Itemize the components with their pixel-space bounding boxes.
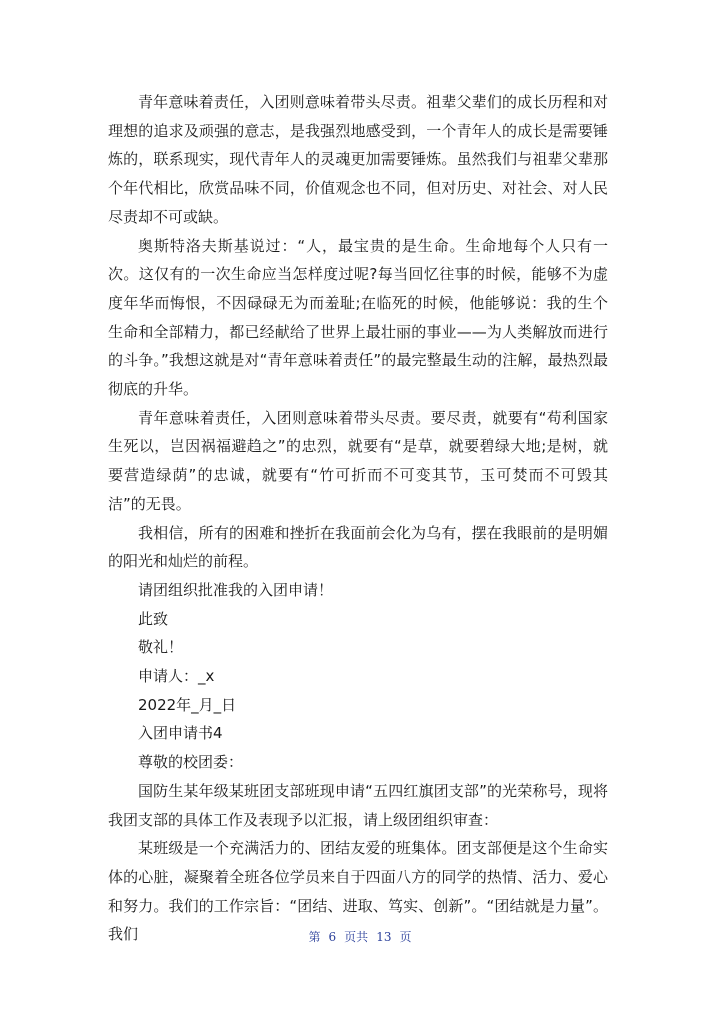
footer-label-before: 第 xyxy=(308,930,321,944)
paragraph: 2022年_月_日 xyxy=(138,695,237,714)
footer-label-after: 页 xyxy=(399,930,412,944)
paragraph: 尊敬的校团委： xyxy=(138,753,244,772)
paragraph: 申请人：_x xyxy=(138,667,215,686)
paragraph: 敬礼！ xyxy=(138,638,184,657)
page-footer xyxy=(0,928,720,945)
paragraph: 入团申请书4 xyxy=(138,724,223,743)
paragraph: 青年意味着责任，入团则意味着带头尽责。要尽责，就要有“苟利国家生死以，岂因祸福避趋之”的忠烈，就要有“是草，就要碧绿大地;是树，就要营造绿荫”的忠诚，就要有“竹可折而不可变其节，玉可焚而不可毁其洁”的无畏。 xyxy=(108,408,608,513)
paragraph: 此致 xyxy=(138,609,169,628)
paragraph: 青年意味着责任，入团则意味着带头尽责。祖辈父辈们的成长历程和对理想的追求及顽强的意志，是我强烈地感受到，一个青年人的成长是需要锤炼的，联系现实，现代青年人的灵魂更加需要锤炼。虽然我们与祖辈父辈那个年代相比，欣赏品味不同，价值观念也不同，但对历史、对社会、对人民尽责却不可或缺。 xyxy=(108,93,608,226)
total-page-count: 13 xyxy=(376,930,392,944)
paragraph: 请团组织批准我的入团申请！ xyxy=(138,580,334,599)
document-body xyxy=(108,88,608,949)
paragraph: 某班级是一个充满活力的、团结友爱的班集体。团支部便是这个生命实体的心脏，凝聚着全班各位学员来自于四面八方的同学的热情、活力、爱心和努力。我们的工作宗旨：“团结、进取、笃实、创新”。“团结就是力量”。我们 xyxy=(108,839,608,944)
current-page-number: 6 xyxy=(328,930,337,944)
paragraph: 国防生某年级某班团支部班现申请“五四红旗团支部”的光荣称号，现将我团支部的具体工作及表现予以汇报，请上级团组织审查： xyxy=(108,781,608,829)
paragraph: 奥斯特洛夫斯基说过：“人，最宝贵的是生命。生命地每个人只有一次。这仅有的一次生命应当怎样度过呢?每当回忆往事的时候，能够不为虚度年华而悔恨，不因碌碌无为而羞耻;在临死的时候，他能够说：我的生个生命和全部精力，都已经献给了世界上最壮丽的事业——为人类解放而进行的斗争。”我想这就是对“青年意味着责任”的最完整最生动的注解，最热烈最彻底的升华。 xyxy=(108,236,608,399)
paragraph: 我相信，所有的困难和挫折在我面前会化为乌有，摆在我眼前的是明媚的阳光和灿烂的前程。 xyxy=(108,523,608,571)
footer-label-middle: 页共 xyxy=(344,930,369,944)
